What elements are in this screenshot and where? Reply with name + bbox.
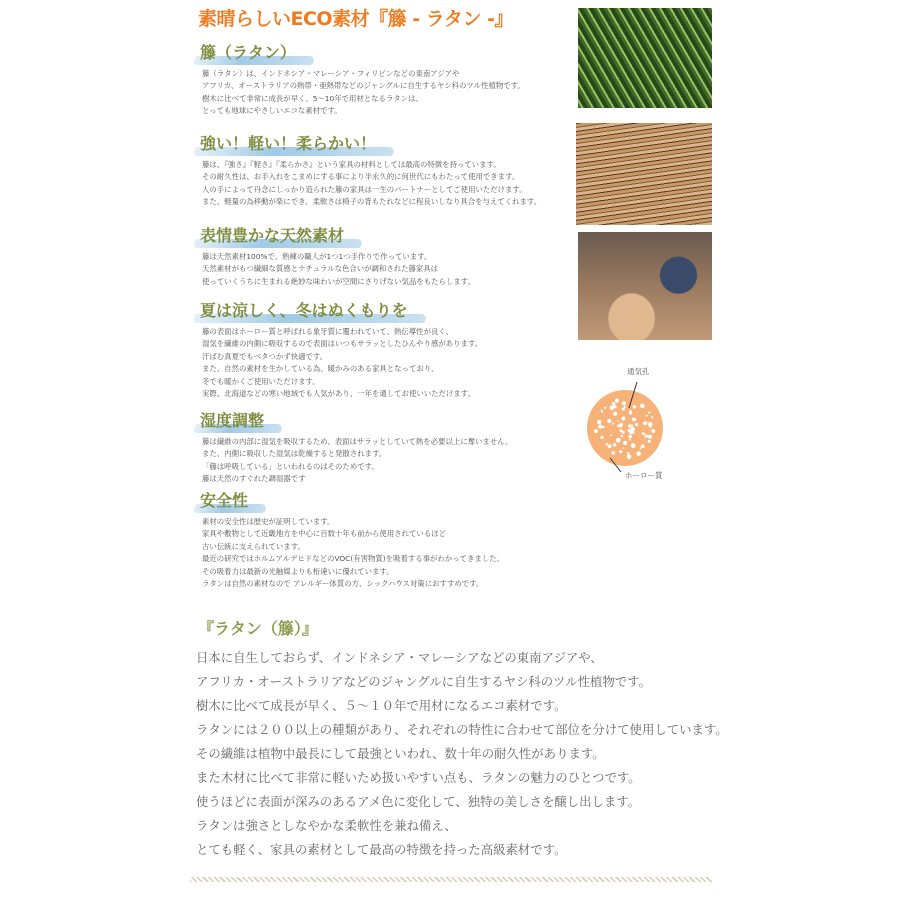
paragraph-line: ラタンには２００以上の種類があり、それぞれの特性に合わせて部位を分けて使用しています。	[196, 722, 728, 737]
feature-section	[198, 131, 541, 209]
paragraph-line: ラタンは強さとしなやかな柔軟性を兼ね備え、	[196, 818, 457, 833]
pore-dot	[602, 426, 604, 428]
pore-dot	[612, 451, 616, 455]
palm-photo	[578, 8, 712, 108]
pore-dot	[644, 434, 647, 437]
body-line: 「籐は呼吸している」といわれるのはそのためです。	[202, 461, 379, 471]
section-body	[198, 516, 504, 590]
pore-dot	[646, 415, 648, 417]
pore-dot	[629, 439, 631, 441]
pore-dot	[621, 417, 625, 421]
pore-dot	[610, 435, 612, 437]
pore-dot	[619, 450, 622, 453]
pore-dot	[615, 399, 619, 403]
pore-dot	[632, 418, 636, 422]
pore-dot	[623, 447, 625, 449]
section-body	[198, 436, 512, 486]
pore-dot	[628, 435, 632, 439]
body-line: また、自然の素材を生かしている為、暖かみのある家具となっており、	[202, 364, 439, 374]
pore-dot	[617, 425, 619, 427]
pore-dot	[651, 416, 653, 418]
page-title: 素晴らしいECO素材『籐 - ラタン -』	[198, 8, 514, 30]
pore-dot	[636, 451, 641, 456]
section-heading: 湿度調整	[198, 408, 282, 433]
pore-dot	[629, 430, 633, 434]
pore-dot	[622, 401, 626, 405]
body-line: 人の手によって丹念にしっかり造られた籐の家具は一生のパートナーとしてご使用いただけます。	[202, 184, 527, 194]
body-line: 籐（ラタン）は、インドネシア・マレーシア・フィリピンなどの東南アジアや	[202, 69, 460, 78]
body-line: また、内側に吸収した湿気は乾燥すると発散されます。	[202, 449, 387, 459]
rattan-cross-section-diagram	[585, 360, 675, 490]
section-body	[198, 326, 482, 400]
pore-dot	[600, 436, 603, 439]
body-line: 樹木に比べて非常に成長が早く、5～10年で用材となるラタンは、	[202, 93, 423, 103]
pore-dot	[619, 423, 623, 427]
body-line: 使っていくうちに生まれる絶妙な味わいが空間にさりげない気品をもたらします。	[202, 276, 475, 286]
body-line: 籐の表面はホーロー質と呼ばれる象牙質に覆われていて、熱伝導性が良く、	[202, 327, 453, 336]
body-line: 家具や敷物として近畿地方を中心に百数十年も前から使用されているほど	[202, 529, 446, 539]
pore-dot	[640, 447, 642, 449]
body-line: 冬でも暖かくご使用いただけます。	[202, 376, 320, 386]
paragraph-line: アフリカ・オーストラリアなどのジャングルに自生するヤシ科のツル性植物です。	[196, 674, 651, 689]
pore-dot	[648, 435, 652, 439]
pore-dot	[649, 425, 651, 427]
pore-dot	[607, 419, 611, 423]
pore-dot	[619, 429, 622, 432]
pore-dot	[627, 452, 629, 454]
paragraph-line: 日本に自生しておらず、インドネシア・マレーシアなどの東南アジアや、	[196, 650, 603, 665]
pore-dot	[628, 424, 631, 427]
enamel-label: ホーロー質	[625, 471, 663, 480]
body-line: 籐は天然素材100%で、熟練の職人が1つ1つ手作りで作っています。	[202, 252, 432, 261]
pore-dot	[604, 407, 606, 409]
pore-dot	[618, 438, 620, 440]
craftsman-photo	[578, 232, 712, 340]
pore-dot	[612, 423, 614, 425]
pore-dot	[597, 420, 601, 424]
section-body	[198, 251, 475, 288]
pore-dot	[601, 410, 603, 412]
pore-dot	[617, 420, 619, 422]
section-body	[198, 159, 541, 209]
paragraph-line: また木材に比べて非常に軽いため扱いやすい点も、ラタンの魅力のひとつです。	[196, 770, 641, 785]
paragraph-line: とても軽く、家具の素材として最高の特徴を持った高級素材です。	[196, 842, 567, 857]
pore-label: 通気孔	[627, 367, 650, 376]
body-line: 湿気を繊維の内側に吸収するので表面はいつもサラッとしたひんやり感があります。	[202, 339, 483, 349]
pore-dot	[627, 454, 632, 459]
pore-dot	[635, 423, 638, 426]
body-line: アフリカ、オーストラリアの熱帯・亜熱帯などのジャングルに自生するヤシ科のツル性植物です。	[202, 81, 525, 91]
pore-dot	[641, 444, 645, 448]
feature-section	[198, 298, 482, 400]
pore-dot	[612, 402, 615, 405]
body-line: 実際、北海道などの寒い地域でも人気があり、一年を通してお使いいただけます。	[202, 389, 475, 399]
pore-dot	[648, 412, 650, 414]
body-line: その耐久性は、お手入れをこまめにする事により半永久的に何世代にもわたって使用できます。	[202, 172, 520, 182]
feature-section	[198, 223, 475, 288]
rattan-cane-photo	[576, 123, 712, 225]
pore-dot	[594, 429, 598, 433]
pore-dot	[648, 440, 651, 443]
body-line: その吸着力は最新の光触媒よりも桁違いに優れています。	[202, 566, 394, 576]
body-line: ラタンは自然の素材なので アレルギー体質の方、シックハウス対策におすすめです。	[202, 579, 484, 589]
body-line: 籐は天然のすぐれた調湿器です	[202, 474, 306, 484]
body-line: とっても地球にやさしいエコな素材です。	[202, 106, 342, 116]
pore-dot	[613, 412, 617, 416]
body-line: 籐は、『強さ』『軽さ』『柔らかさ』という家具の材料としては最高の特徴を持っています。	[202, 160, 501, 169]
feature-section	[198, 40, 525, 118]
pore-dot	[610, 406, 615, 411]
feature-section	[198, 408, 512, 486]
rattan-description	[196, 646, 728, 862]
pore-dot	[629, 411, 632, 414]
pore-dot	[644, 421, 648, 425]
section-heading: 夏は涼しく、冬はぬくもりを	[198, 298, 426, 323]
section-heading: 籐（ラタン）	[198, 40, 314, 65]
section-heading: 表情豊かな天然素材	[198, 223, 362, 248]
body-line: また、軽量の為移動が楽にでき、柔軟さは椅子の背もたれなどに程良いしなり具合を与えてくれます。	[202, 197, 542, 207]
paragraph-line: その繊維は植物中最長にして最強といわれ、数十年の耐久性があります。	[196, 746, 605, 761]
section-heading: 強い！軽い！柔らかい！	[198, 131, 394, 156]
pore-dot	[623, 441, 627, 445]
paragraph-line: 使うほどに表面が深みのあるアメ色に変化して、独特の美しさを醸し出します。	[196, 794, 641, 809]
body-line: 汗ばむ真夏でもベタつかず快適です。	[202, 351, 328, 361]
body-line: 古い伝統に支えられています。	[202, 541, 305, 551]
pore-dot	[633, 405, 637, 409]
body-line: 籐は繊維の内部に湿気を吸収するため、表面はサラッとしていて熱を必要以上に奪いません。	[202, 437, 513, 446]
pore-dot	[608, 444, 612, 448]
pore-dot	[606, 443, 608, 445]
feature-section	[198, 488, 504, 590]
body-line: 天然素材がもつ繊細な質感とナチュラルな色合いが調和された籐家具は	[202, 264, 439, 274]
paragraph-line: 樹木に比べて成長が早く、５～１０年で用材になるエコ素材です。	[196, 698, 567, 713]
pore-dot	[651, 429, 655, 433]
pore-dot	[640, 404, 645, 409]
section-heading: 安全性	[198, 488, 266, 513]
pore-dot	[598, 424, 602, 428]
section-body	[198, 68, 525, 118]
pore-dot	[631, 443, 636, 448]
pore-dot	[613, 443, 616, 446]
pore-dot	[642, 432, 645, 435]
rattan-subheading: 『ラタン（籐）』	[198, 619, 318, 638]
divider	[190, 877, 712, 882]
body-line: 素材の安全性は歴史が証明しています。	[202, 517, 335, 526]
body-line: 最近の研究ではホルムアルデヒドなどのVOC(有害物質)を吸着する事がわかってきました。	[202, 554, 504, 564]
pore-dot	[620, 435, 623, 438]
pore-dot	[622, 407, 625, 410]
